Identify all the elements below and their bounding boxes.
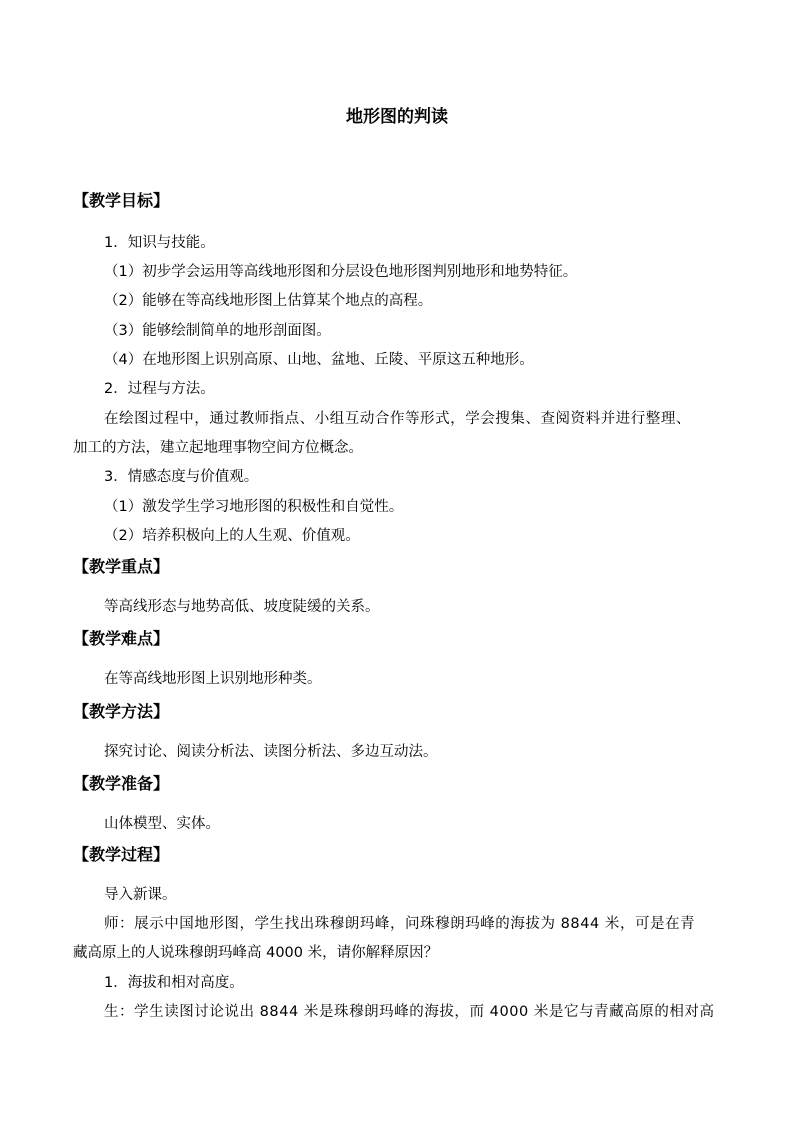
- document-title: 地形图的判读: [346, 107, 448, 127]
- section-heading-difficulties: 【教学难点】: [73, 629, 170, 648]
- process-line: 导入新课。: [104, 887, 177, 903]
- section-heading-process: 【教学过程】: [73, 845, 170, 864]
- key-points-text: 等高线形态与地势高低、坡度陡缓的关系。: [104, 599, 380, 615]
- objectives-line: （2）能够在等高线地形图上估算某个地点的高程。: [104, 293, 433, 309]
- objectives-line: （1）激发学生学习地形图的积极性和自觉性。: [104, 499, 404, 515]
- section-heading-preparation: 【教学准备】: [73, 774, 170, 793]
- objectives-line: （4）在地形图上识别高原、山地、盆地、丘陵、平原这五种地形。: [104, 352, 534, 368]
- process-line: 1．海拔和相对高度。: [104, 975, 244, 991]
- objectives-line: （1）初步学会运用等高线地形图和分层设色地形图判别地形和地势特征。: [104, 264, 578, 280]
- objectives-line: （2）培养积极向上的人生观、价值观。: [104, 528, 360, 544]
- preparation-text: 山体模型、实体。: [104, 816, 220, 832]
- process-line: 藏高原上的人说珠穆朗玛峰高 4000 米，请你解释原因？: [73, 945, 439, 961]
- section-heading-key-points: 【教学重点】: [73, 557, 170, 576]
- methods-text: 探究讨论、阅读分析法、读图分析法、多边互动法。: [104, 744, 438, 760]
- objectives-line: 在绘图过程中，通过教师指点、小组互动合作等形式，学会搜集、查阅资料并进行整理、: [104, 411, 691, 427]
- process-line: 师：展示中国地形图，学生找出珠穆朗玛峰，问珠穆朗玛峰的海拔为 8844 米，可是在青: [104, 916, 696, 932]
- section-heading-methods: 【教学方法】: [73, 702, 170, 721]
- process-line: 生：学生读图讨论说出 8844 米是珠穆朗玛峰的海拔，而 4000 米是它与青藏高原的相对高: [104, 1004, 715, 1020]
- objectives-line: 1．知识与技能。: [104, 235, 215, 251]
- objectives-line: 加工的方法，建立起地理事物空间方位概念。: [73, 440, 363, 456]
- objectives-line: （3）能够绘制简单的地形剖面图。: [104, 323, 331, 339]
- difficulties-text: 在等高线地形图上识别地形种类。: [104, 671, 322, 687]
- objectives-line: 2．过程与方法。: [104, 381, 215, 397]
- objectives-line: 3．情感态度与价值观。: [104, 469, 259, 485]
- section-heading-objectives: 【教学目标】: [73, 191, 170, 210]
